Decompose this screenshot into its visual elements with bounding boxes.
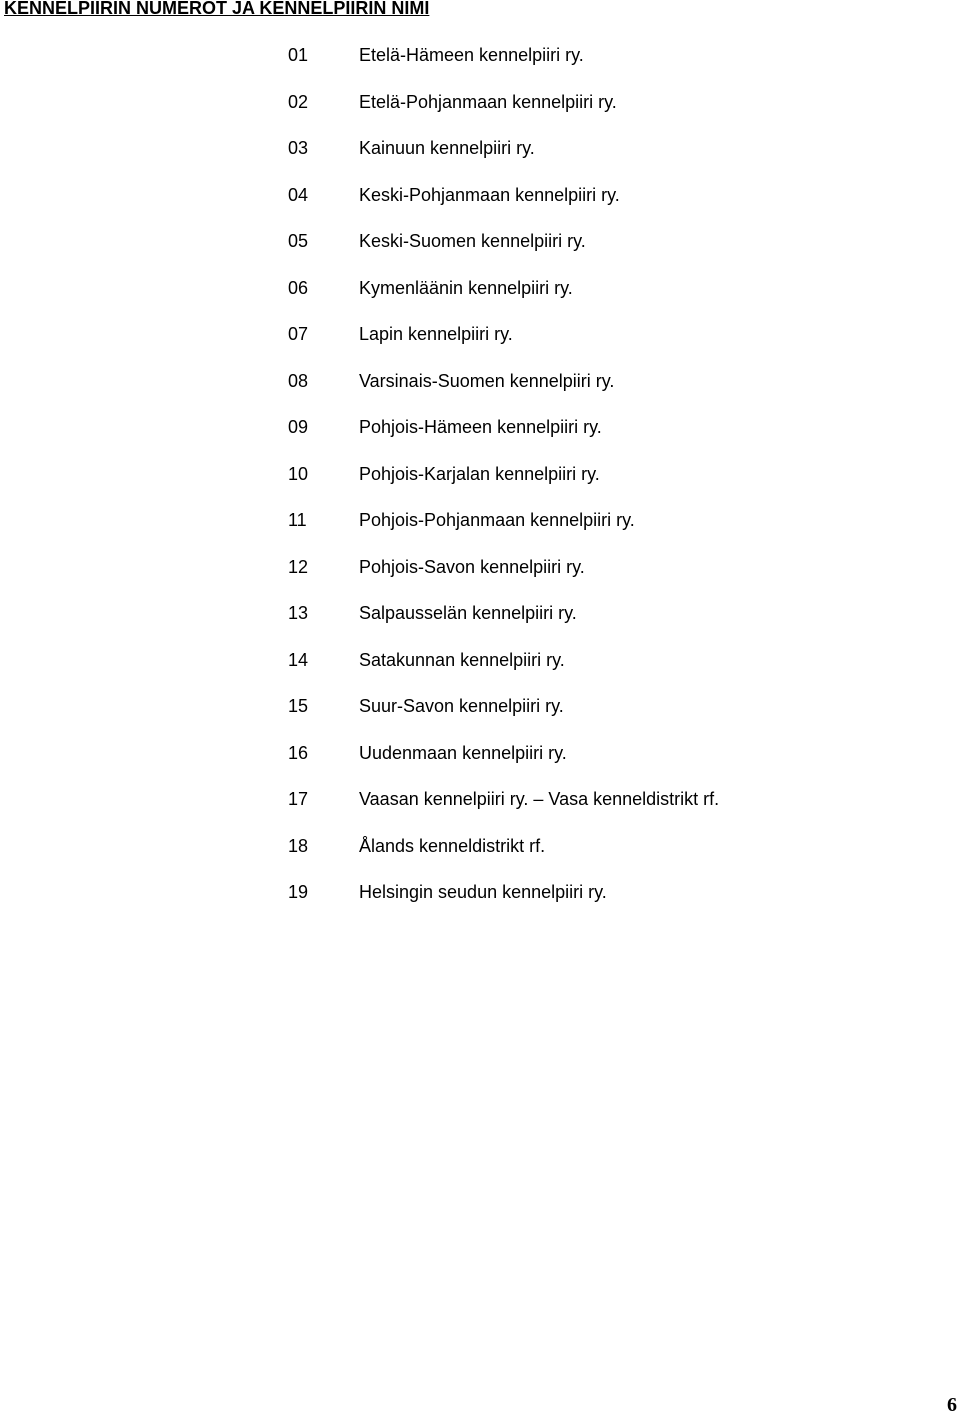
list-item xyxy=(0,366,960,413)
district-name: Etelä-Pohjanmaan kennelpiiri ry. xyxy=(359,91,617,112)
district-name: Helsingin seudun kennelpiiri ry. xyxy=(359,882,607,902)
district-name: Salpausselän kennelpiiri ry. xyxy=(359,603,577,623)
list-item xyxy=(0,505,960,552)
district-number: 16 xyxy=(288,742,309,763)
district-number: 05 xyxy=(288,231,309,251)
district-name: Varsinais-Suomen kennelpiiri ry. xyxy=(359,370,615,391)
district-number: 10 xyxy=(288,463,309,484)
page-title: KENNELPIIRIN NUMEROT JA KENNELPIIRIN NIMI xyxy=(4,0,430,18)
district-number: 01 xyxy=(288,45,309,65)
list-item xyxy=(0,738,960,785)
district-number: 12 xyxy=(288,556,309,577)
district-number: 11 xyxy=(288,510,307,530)
list-item xyxy=(0,831,960,878)
district-name: Pohjois-Pohjanmaan kennelpiiri ry. xyxy=(359,510,635,530)
page-number: 6 xyxy=(947,1394,957,1416)
district-name: Satakunnan kennelpiiri ry. xyxy=(359,649,565,670)
district-number: 15 xyxy=(288,696,309,716)
district-number: 04 xyxy=(288,184,309,205)
district-number: 19 xyxy=(288,882,309,902)
district-number: 07 xyxy=(288,324,309,344)
district-name: Suur-Savon kennelpiiri ry. xyxy=(359,696,564,716)
district-name: Etelä-Hämeen kennelpiiri ry. xyxy=(359,45,584,65)
district-number: 03 xyxy=(288,138,309,158)
district-number: 14 xyxy=(288,649,309,670)
district-name: Ålands kenneldistrikt rf. xyxy=(359,835,546,856)
list-item xyxy=(0,180,960,227)
list-item xyxy=(0,784,960,831)
district-name: Uudenmaan kennelpiiri ry. xyxy=(359,742,567,763)
district-name: Kainuun kennelpiiri ry. xyxy=(359,138,535,158)
list-item xyxy=(0,87,960,134)
list-item xyxy=(0,133,960,180)
district-list xyxy=(0,40,960,924)
list-item xyxy=(0,459,960,506)
district-number: 02 xyxy=(288,91,309,112)
district-name: Keski-Suomen kennelpiiri ry. xyxy=(359,231,586,251)
district-name: Vaasan kennelpiiri ry. – Vasa kenneldistrikt rf. xyxy=(359,789,720,809)
list-item xyxy=(0,691,960,738)
district-name: Pohjois-Savon kennelpiiri ry. xyxy=(359,556,585,577)
district-number: 13 xyxy=(288,603,309,623)
district-name: Keski-Pohjanmaan kennelpiiri ry. xyxy=(359,184,620,205)
district-name: Lapin kennelpiiri ry. xyxy=(359,324,513,344)
list-item xyxy=(0,319,960,366)
district-name: Kymenläänin kennelpiiri ry. xyxy=(359,277,573,298)
list-item xyxy=(0,226,960,273)
list-item xyxy=(0,412,960,459)
district-number: 18 xyxy=(288,835,309,856)
list-item xyxy=(0,273,960,320)
list-item xyxy=(0,877,960,924)
list-item xyxy=(0,552,960,599)
district-name: Pohjois-Hämeen kennelpiiri ry. xyxy=(359,417,602,437)
list-item xyxy=(0,40,960,87)
list-item xyxy=(0,645,960,692)
district-number: 09 xyxy=(288,417,309,437)
list-item xyxy=(0,598,960,645)
district-name: Pohjois-Karjalan kennelpiiri ry. xyxy=(359,463,600,484)
district-number: 08 xyxy=(288,370,309,391)
district-number: 06 xyxy=(288,277,309,298)
district-number: 17 xyxy=(288,789,309,809)
